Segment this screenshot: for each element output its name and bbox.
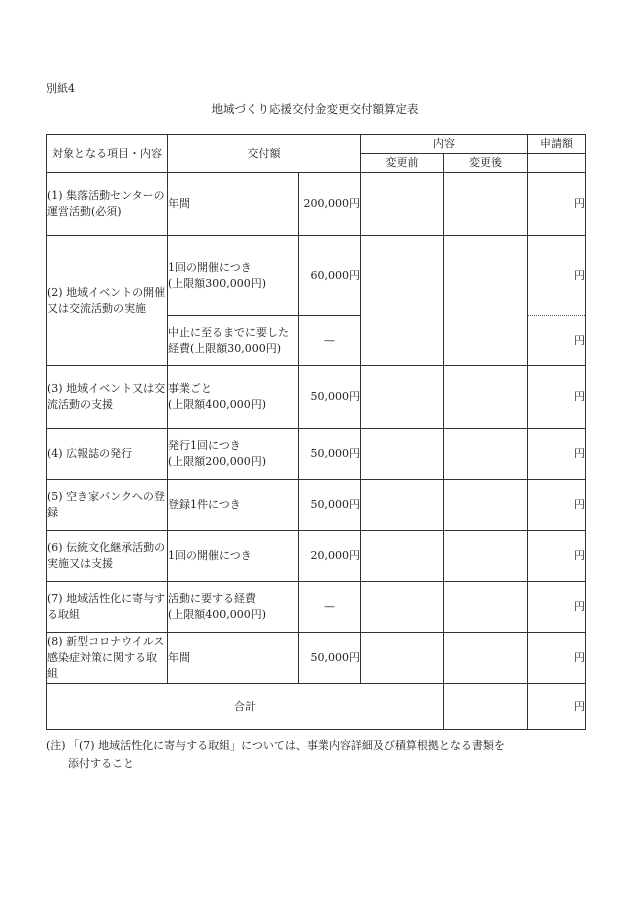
table-row <box>47 531 586 582</box>
total-row <box>47 684 586 730</box>
after-cell <box>444 582 528 633</box>
before-cell <box>361 236 444 366</box>
after-cell <box>444 173 528 236</box>
before-cell <box>361 173 444 236</box>
amount-cell: 50,000円 <box>299 633 361 684</box>
before-cell <box>361 429 444 480</box>
total-applied-cell: 円 <box>528 684 586 730</box>
item-cell: (5) 空き家バンクへの登録 <box>47 480 168 531</box>
applied-cell: 円 <box>528 236 586 316</box>
item-cell: (1) 集落活動センターの運営活動(必須) <box>47 173 168 236</box>
desc-cell: 中止に至るまでに要した経費(上限額30,000円) <box>168 316 299 366</box>
desc-cell: 事業ごと (上限額400,000円) <box>168 366 299 429</box>
after-cell <box>444 633 528 684</box>
amount-cell: 200,000円 <box>299 173 361 236</box>
amount-cell: — <box>299 582 361 633</box>
document-title: 地域づくり応援交付金変更交付額算定表 <box>211 102 419 116</box>
desc-cell: 1回の開催につき <box>168 531 299 582</box>
item-cell: (6) 伝統文化継承活動の実施又は支援 <box>47 531 168 582</box>
footnote-line-1 <box>46 737 505 755</box>
table-row <box>47 480 586 531</box>
amount-cell: 50,000円 <box>299 480 361 531</box>
before-cell <box>361 366 444 429</box>
desc-cell: 年間 <box>168 633 299 684</box>
amount-cell: — <box>299 316 361 366</box>
applied-cell: 円 <box>528 366 586 429</box>
amount-cell: 50,000円 <box>299 429 361 480</box>
table-row <box>47 429 586 480</box>
header-amount: 交付額 <box>168 135 361 173</box>
footnote-text-1: 「(7) 地域活性化に寄与する取組」については、事業内容詳細及び積算根拠となる書類を <box>68 739 505 752</box>
header-before: 変更前 <box>361 154 444 173</box>
amount-cell: 20,000円 <box>299 531 361 582</box>
header-applied-blank <box>528 154 586 173</box>
before-cell <box>361 633 444 684</box>
applied-cell: 円 <box>528 480 586 531</box>
item-cell: (4) 広報誌の発行 <box>47 429 168 480</box>
header-item: 対象となる項目・内容 <box>47 135 168 173</box>
item-cell: (7) 地域活性化に寄与する取組 <box>47 582 168 633</box>
desc-cell: 登録1件につき <box>168 480 299 531</box>
applied-cell: 円 <box>528 582 586 633</box>
desc-cell: 1回の開催につき (上限額300,000円) <box>168 236 299 316</box>
table-row <box>47 236 586 316</box>
table-row <box>47 633 586 684</box>
desc-cell: 年間 <box>168 173 299 236</box>
amount-cell: 60,000円 <box>299 236 361 316</box>
header-after: 変更後 <box>444 154 528 173</box>
item-cell: (2) 地域イベントの開催又は交流活動の実施 <box>47 236 168 366</box>
applied-cell: 円 <box>528 633 586 684</box>
total-label: 合計 <box>47 684 444 730</box>
header-applied: 申請額 <box>528 135 586 154</box>
annex-label: 別紙4 <box>46 82 75 95</box>
after-cell <box>444 429 528 480</box>
after-cell <box>444 531 528 582</box>
desc-cell: 活動に要する経費 (上限額400,000円) <box>168 582 299 633</box>
table-row <box>47 366 586 429</box>
after-cell <box>444 366 528 429</box>
after-cell <box>444 236 528 366</box>
before-cell <box>361 582 444 633</box>
applied-cell: 円 <box>528 531 586 582</box>
applied-cell: 円 <box>528 173 586 236</box>
item-cell: (3) 地域イベント又は交流活動の支援 <box>47 366 168 429</box>
footnote-mark: (注) <box>46 739 66 752</box>
applied-cell: 円 <box>528 316 586 366</box>
before-cell <box>361 480 444 531</box>
calculation-table <box>46 134 586 730</box>
desc-cell: 発行1回につき (上限額200,000円) <box>168 429 299 480</box>
footnote <box>46 737 505 773</box>
footnote-line-2: 添付すること <box>68 757 134 770</box>
item-cell: (8) 新型コロナウイルス感染症対策に関する取組 <box>47 633 168 684</box>
applied-cell: 円 <box>528 429 586 480</box>
after-cell <box>444 480 528 531</box>
total-after-cell <box>444 684 528 730</box>
table-row <box>47 582 586 633</box>
header-content: 内容 <box>361 135 528 154</box>
amount-cell: 50,000円 <box>299 366 361 429</box>
table-row <box>47 173 586 236</box>
before-cell <box>361 531 444 582</box>
